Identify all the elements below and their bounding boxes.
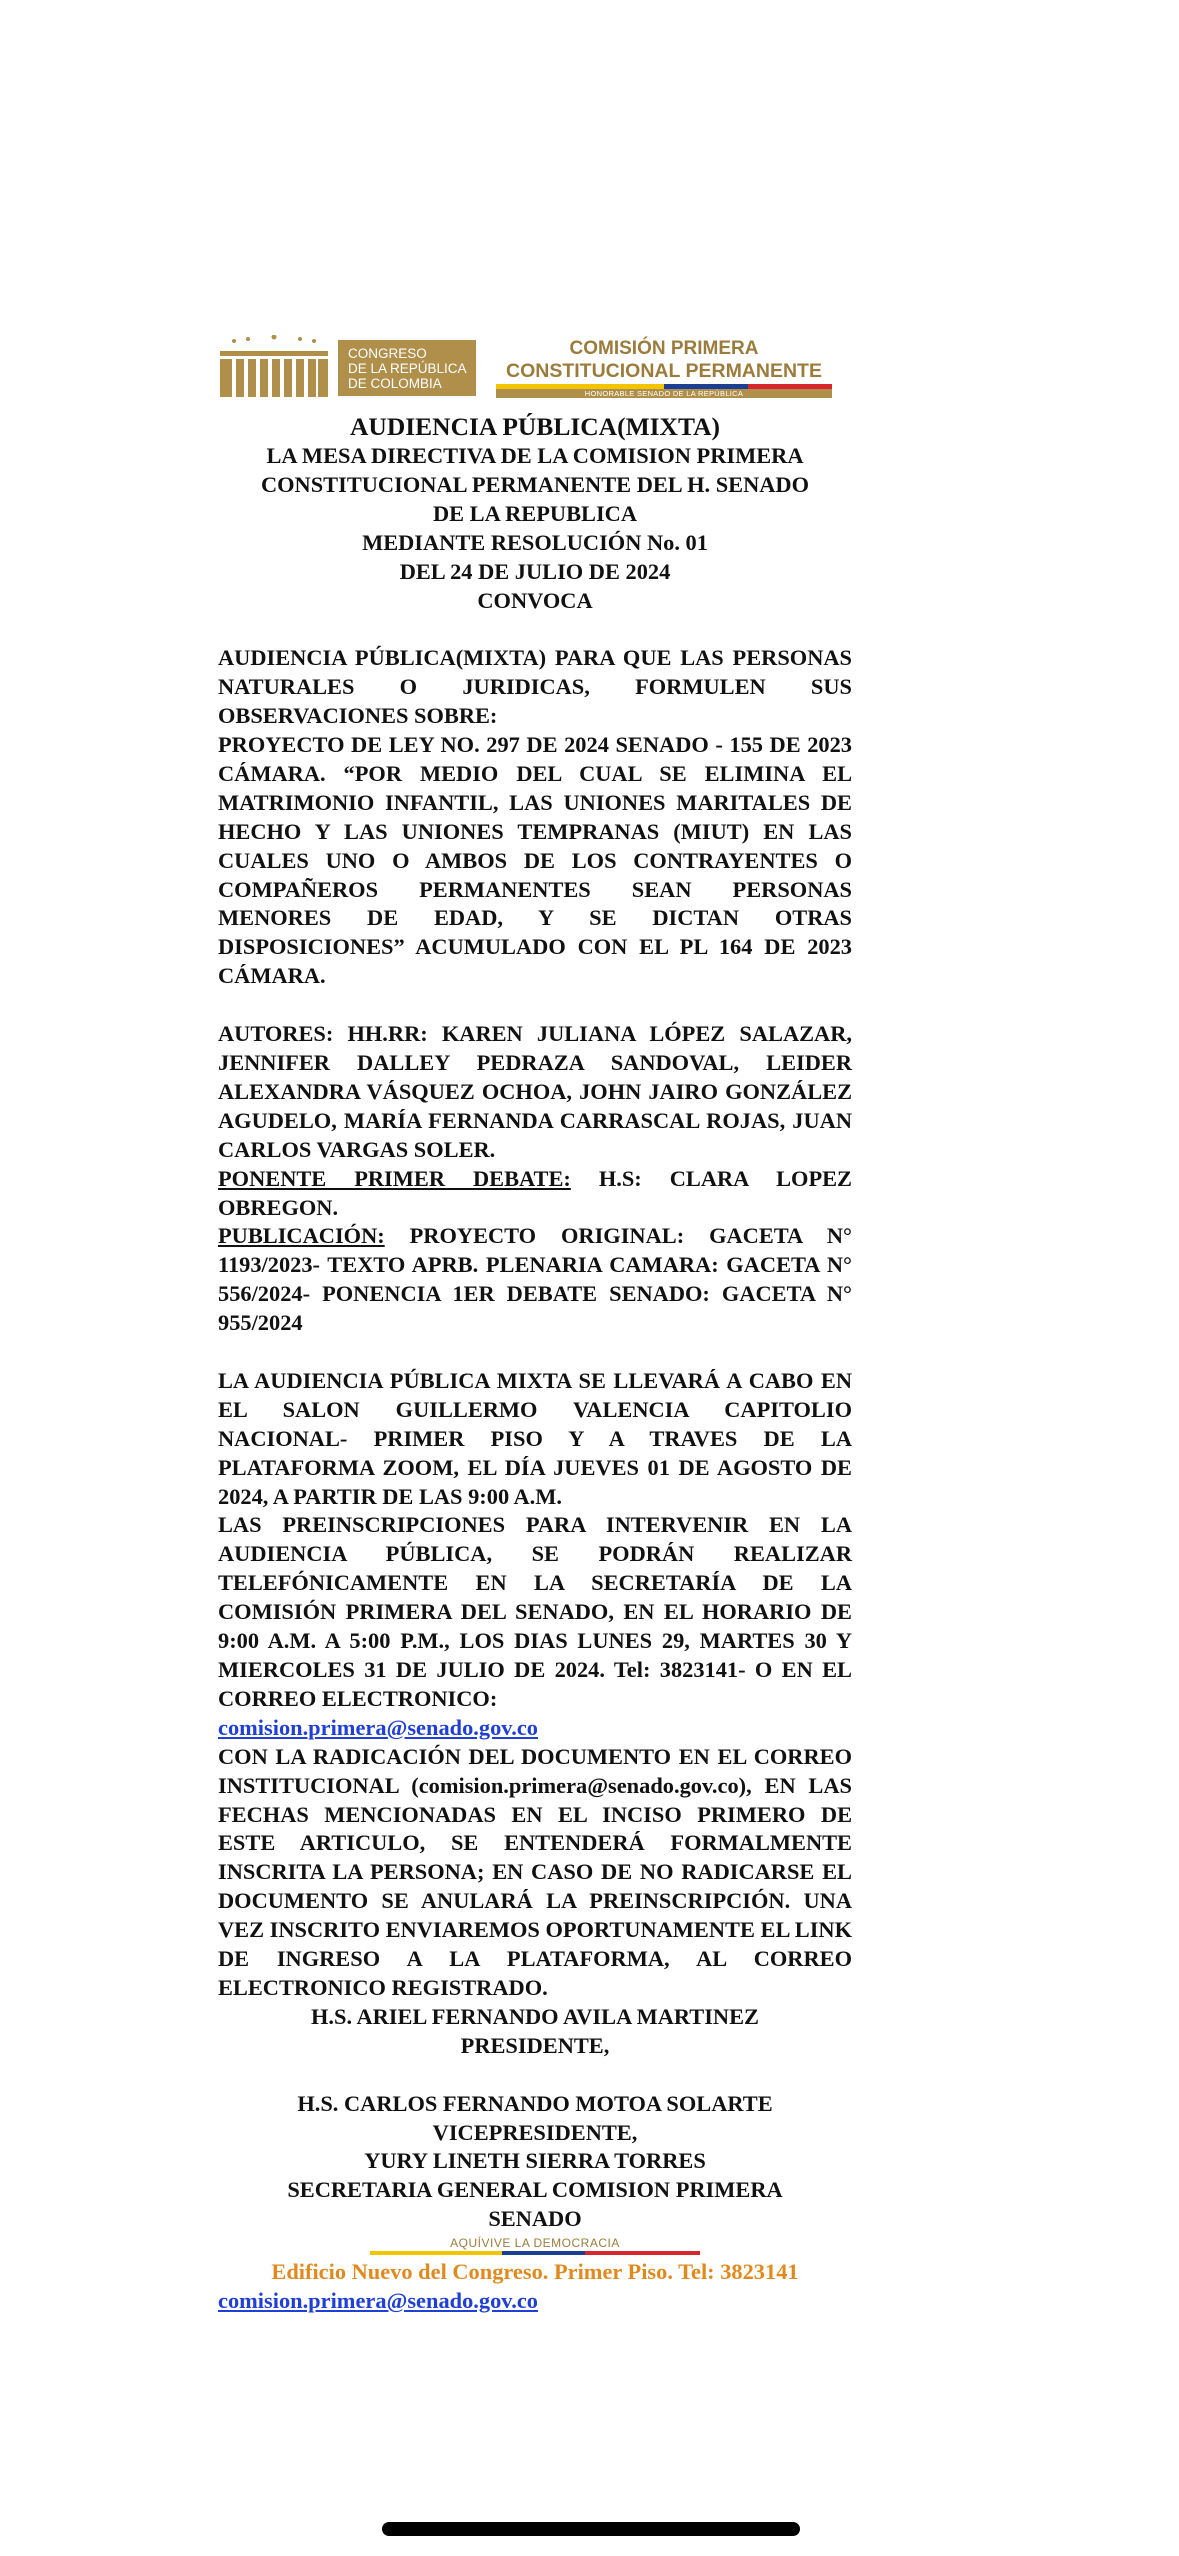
document — [218, 330, 852, 2316]
congreso-logo-plate — [338, 340, 476, 396]
footer-logo — [218, 2236, 852, 2255]
congreso-logo-line: CONGRESO — [348, 345, 427, 361]
publicacion-label: PUBLICACIÓN: — [218, 1223, 385, 1249]
venue-paragraph: LA AUDIENCIA PÚBLICA MIXTA SE LLEVARÁ A CABO EN EL SALON GUILLERMO VALENCIA CAPITOLIO NACIONAL- PRIMER PISO Y A TRAVES DE LA PLATAFORMA ZOOM, EL DÍA JUEVES 01 DE AGOSTO DE 2024, A PARTIR DE LAS 9:00 A.M. — [218, 1367, 852, 1509]
ponente-paragraph — [218, 1165, 852, 1223]
secretary-title-line: SECRETARIA GENERAL COMISION PRIMERA — [287, 2177, 783, 2203]
comision-logo-line2: CONSTITUCIONAL PERMANENTE — [506, 360, 822, 382]
header-logos — [218, 330, 852, 406]
capitol-icon — [218, 335, 330, 401]
page-title: AUDIENCIA PÚBLICA(MIXTA) — [350, 412, 720, 441]
subtitle-line: DEL 24 DE JULIO DE 2024 — [399, 558, 671, 584]
ponente-label: PONENTE PRIMER DEBATE: — [218, 1165, 571, 1191]
congreso-logo-line: DE COLOMBIA — [348, 375, 442, 391]
subtitle-line: DE LA REPUBLICA — [432, 500, 638, 526]
subtitle-line: MEDIANTE RESOLUCIÓN No. 01 — [362, 529, 708, 555]
home-indicator[interactable] — [382, 2522, 800, 2536]
congreso-logo-line: DE LA REPÚBLICA — [348, 360, 467, 376]
project-paragraph: PROYECTO DE LEY NO. 297 DE 2024 SENADO - 155 DE 2023 CÁMARA. “POR MEDIO DEL CUAL SE ELIMINA EL MATRIMONIO INFANTIL, LAS UNIONES MARITALES DE HECHO Y LAS UNIONES TEMPRANAS (MIUT) EN LAS CUALES UNO O AMBOS DE LOS CONTRAYENTES O COMPAÑEROS PERMANENTES SEAN PERSONAS MENORES DE EDAD, Y SE DICTAN OTRAS DISPOSICIONES” ACUMULADO CON EL PL 164 DE 2023 CÁMARA. — [218, 732, 852, 989]
email-link[interactable]: comision.primera@senado.gov.co — [218, 1714, 538, 1740]
preinscription-paragraph — [218, 1511, 852, 1742]
preinscription-text: LAS PREINSCRIPCIONES PARA INTERVENIR EN LA AUDIENCIA PÚBLICA, SE PODRÁN REALIZAR TELEFÓNICAMENTE EN LA SECRETARÍA DE LA COMISIÓN PRIMERA DEL SENADO, EN EL HORARIO DE 9:00 A.M. A 5:00 P.M., LOS DIAS LUNES 29, MARTES 30 Y MIERCOLES 31 DE JULIO DE 2024. Tel: 3823141- O EN EL CORREO ELECTRONICO: — [218, 1512, 852, 1711]
publicacion-value: PROYECTO ORIGINAL: GACETA N° 1193/2023- TEXTO APRB. PLENARIA CAMARA: GACETA N° 556/2024- PONENCIA 1ER DEBATE SENADO: GACETA N° 955/2024 — [218, 1223, 852, 1336]
radicacion-paragraph: CON LA RADICACIÓN DEL DOCUMENTO EN EL CORREO INSTITUCIONAL (comision.primera@senado.gov.co), EN LAS FECHAS MENCIONADAS EN EL INCISO PRIMERO DE ESTE ARTICULO, SE ENTENDERÁ FORMALMENTE INSCRITA LA PERSONA; EN CASO DE NO RADICARSE EL DOCUMENTO SE ANULARÁ LA PREINSCRIPCIÓN. UNA VEZ INSCRITO ENVIAREMOS OPORTUNAMENTE EL LINK DE INGRESO A LA PLATAFORMA, AL CORREO ELECTRONICO REGISTRADO. — [218, 1743, 852, 2000]
intro-paragraph: AUDIENCIA PÚBLICA(MIXTA) PARA QUE LAS PERSONAS NATURALES O JURIDICAS, FORMULEN SUS OBSERVACIONES SOBRE: — [218, 645, 852, 729]
footer-tagline: AQUÍVIVE LA DEMOCRACIA — [450, 2236, 620, 2251]
vice-name: H.S. CARLOS FERNANDO MOTOA SOLARTE — [297, 2090, 773, 2116]
president-name: H.S. ARIEL FERNANDO AVILA MARTINEZ — [311, 2003, 759, 2029]
subtitle-line: CONVOCA — [477, 587, 593, 613]
subtitle-line: LA MESA DIRECTIVA DE LA COMISION PRIMERA — [266, 443, 804, 468]
comision-logo — [496, 338, 832, 398]
comision-logo-line1: COMISIÓN PRIMERA — [569, 338, 759, 359]
vice-title: VICEPRESIDENTE, — [432, 2119, 638, 2145]
footer-flag-stripe — [370, 2251, 700, 2255]
authors-paragraph: AUTORES: HH.RR: KAREN JULIANA LÓPEZ SALAZAR, JENNIFER DALLEY PEDRAZA SANDOVAL, LEIDER ALEXANDRA VÁSQUEZ OCHOA, JOHN JAIRO GONZÁLEZ AGUDELO, MARÍA FERNANDA CARRASCAL ROJAS, JUAN CARLOS VARGAS SOLER. — [218, 1021, 852, 1162]
comision-logo-line3: HONORABLE SENADO DE LA REPÚBLICA — [496, 389, 832, 398]
congreso-logo — [218, 335, 478, 401]
secretary-title-line: SENADO — [488, 2206, 582, 2232]
publicacion-paragraph — [218, 1222, 852, 1338]
secretary-name: YURY LINETH SIERRA TORRES — [364, 2148, 706, 2174]
ponente-value: H.S: CLARA LOPEZ OBREGON. — [218, 1165, 852, 1220]
footer-address: Edificio Nuevo del Congreso. Primer Piso. Tel: 3823141 — [271, 2259, 799, 2285]
footer-email-link[interactable]: comision.primera@senado.gov.co — [218, 2288, 538, 2314]
subtitle-line: CONSTITUCIONAL PERMANENTE DEL H. SENADO — [260, 471, 810, 497]
president-title: PRESIDENTE, — [460, 2032, 610, 2058]
